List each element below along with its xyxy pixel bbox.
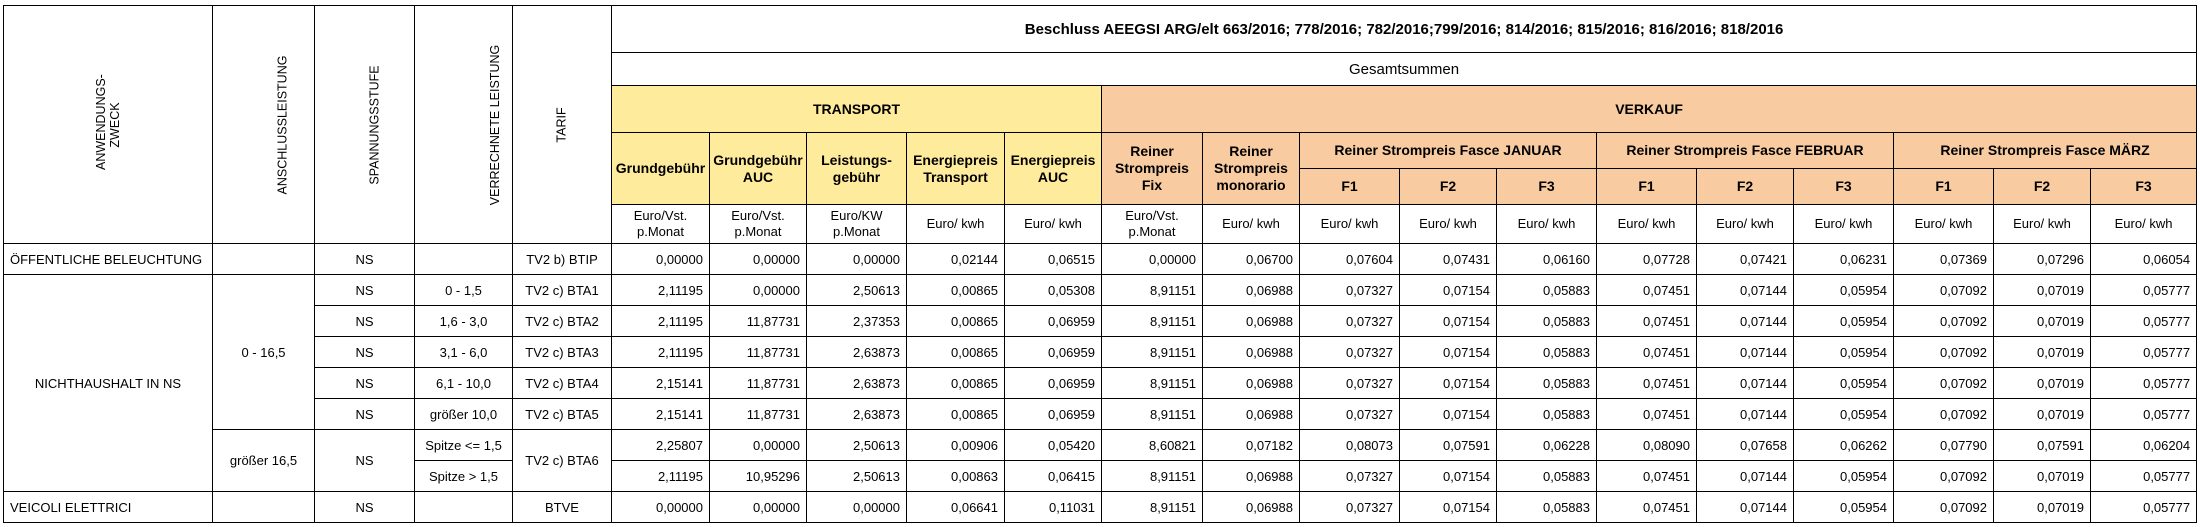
value-cell: 0,07451 xyxy=(1597,368,1697,399)
value-cell: 0,06160 xyxy=(1497,244,1597,275)
value-cell: 2,63873 xyxy=(807,368,907,399)
value-cell: 0,00000 xyxy=(710,244,807,275)
anschluss-cell: 0 - 16,5 xyxy=(213,275,315,430)
th-grundgebuehr: Grundgebühr xyxy=(612,133,710,205)
spannung-cell: NS xyxy=(315,492,415,523)
anschluss-cell xyxy=(213,492,315,523)
unit-cell: Euro/ kwh xyxy=(2091,205,2197,244)
verrechnet-cell: Spitze <= 1,5 xyxy=(415,430,513,461)
value-cell: 0,05420 xyxy=(1005,430,1102,461)
value-cell: 0,05954 xyxy=(1794,306,1894,337)
value-cell: 0,05308 xyxy=(1005,275,1102,306)
value-cell: 2,11195 xyxy=(612,306,710,337)
value-cell: 0,05883 xyxy=(1497,337,1597,368)
value-cell: 0,00000 xyxy=(612,244,710,275)
value-cell: 0,02144 xyxy=(907,244,1005,275)
value-cell: 0,07144 xyxy=(1697,337,1794,368)
unit-cell: Euro/ kwh xyxy=(1597,205,1697,244)
value-cell: 2,63873 xyxy=(807,399,907,430)
value-cell: 0,07451 xyxy=(1597,275,1697,306)
spannung-cell: NS xyxy=(315,368,415,399)
value-cell: 0,00000 xyxy=(1102,244,1203,275)
value-cell: 2,11195 xyxy=(612,275,710,306)
value-cell: 0,05954 xyxy=(1794,461,1894,492)
value-cell: 0,06262 xyxy=(1794,430,1894,461)
value-cell: 0,07092 xyxy=(1894,368,1994,399)
value-cell: 0,00000 xyxy=(807,492,907,523)
value-cell: 0,06959 xyxy=(1005,399,1102,430)
value-cell: 0,05954 xyxy=(1794,399,1894,430)
unit-cell: Euro/ kwh xyxy=(1697,205,1794,244)
value-cell: 0,07019 xyxy=(1994,368,2091,399)
value-cell: 0,05777 xyxy=(2091,492,2197,523)
th-energiepreis-transport: Energiepreis Transport xyxy=(907,133,1005,205)
value-cell: 0,05883 xyxy=(1497,368,1597,399)
value-cell: 0,00865 xyxy=(907,275,1005,306)
value-cell: 0,05777 xyxy=(2091,306,2197,337)
value-cell: 0,00000 xyxy=(710,430,807,461)
unit-cell: Euro/Vst. p.Monat xyxy=(612,205,710,244)
value-cell: 10,95296 xyxy=(710,461,807,492)
value-cell: 0,00000 xyxy=(710,275,807,306)
value-cell: 8,91151 xyxy=(1102,492,1203,523)
value-cell: 0,07182 xyxy=(1203,430,1300,461)
table-row xyxy=(4,399,2197,430)
value-cell: 0,05777 xyxy=(2091,461,2197,492)
value-cell: 11,87731 xyxy=(710,399,807,430)
value-cell: 0,05954 xyxy=(1794,492,1894,523)
spannung-cell: NS xyxy=(315,399,415,430)
col-header-tarif: TARIF xyxy=(513,6,612,244)
value-cell: 0,05777 xyxy=(2091,368,2197,399)
value-cell: 0,07092 xyxy=(1894,492,1994,523)
value-cell: 8,91151 xyxy=(1102,399,1203,430)
th-fasce-maerz: Reiner Strompreis Fasce MÄRZ xyxy=(1894,133,2197,169)
value-cell: 0,07092 xyxy=(1894,461,1994,492)
value-cell: 0,07154 xyxy=(1400,399,1497,430)
value-cell: 0,07154 xyxy=(1400,337,1497,368)
value-cell: 2,50613 xyxy=(807,275,907,306)
spannung-cell: NS xyxy=(315,337,415,368)
col-header-zweck: ANWENDUNGS-ZWECK xyxy=(4,6,213,244)
value-cell: 0,08090 xyxy=(1597,430,1697,461)
value-cell: 0,06988 xyxy=(1203,399,1300,430)
verrechnet-cell xyxy=(415,492,513,523)
th-fasce-februar: Reiner Strompreis Fasce FEBRUAR xyxy=(1597,133,1894,169)
unit-cell: Euro/Vst. p.Monat xyxy=(1102,205,1203,244)
verrechnet-cell xyxy=(415,244,513,275)
value-cell: 0,07144 xyxy=(1697,368,1794,399)
value-cell: 0,07327 xyxy=(1300,492,1400,523)
value-cell: 0,06959 xyxy=(1005,306,1102,337)
tariff-table xyxy=(3,5,2197,523)
value-cell: 0,05883 xyxy=(1497,275,1597,306)
table-row xyxy=(4,244,2197,275)
value-cell: 0,05883 xyxy=(1497,306,1597,337)
verrechnet-cell: 1,6 - 3,0 xyxy=(415,306,513,337)
unit-cell: Euro/Vst. p.Monat xyxy=(710,205,807,244)
value-cell: 0,05954 xyxy=(1794,368,1894,399)
th-feb-f2: F2 xyxy=(1697,169,1794,205)
value-cell: 0,07154 xyxy=(1400,275,1497,306)
unit-cell: Euro/ kwh xyxy=(1400,205,1497,244)
value-cell: 0,07451 xyxy=(1597,337,1697,368)
tarif-cell: TV2 c) BTA6 xyxy=(513,430,612,492)
value-cell: 11,87731 xyxy=(710,368,807,399)
value-cell: 0,06959 xyxy=(1005,368,1102,399)
value-cell: 8,60821 xyxy=(1102,430,1203,461)
value-cell: 0,07019 xyxy=(1994,492,2091,523)
value-cell: 0,06988 xyxy=(1203,461,1300,492)
verkauf-header: VERKAUF xyxy=(1102,86,2197,133)
value-cell: 0,06231 xyxy=(1794,244,1894,275)
value-cell: 0,07144 xyxy=(1697,399,1794,430)
value-cell: 0,00906 xyxy=(907,430,1005,461)
value-cell: 8,91151 xyxy=(1102,306,1203,337)
value-cell: 0,07327 xyxy=(1300,399,1400,430)
value-cell: 0,07092 xyxy=(1894,275,1994,306)
value-cell: 2,15141 xyxy=(612,399,710,430)
value-cell: 0,07451 xyxy=(1597,306,1697,337)
value-cell: 0,07451 xyxy=(1597,399,1697,430)
value-cell: 0,05777 xyxy=(2091,337,2197,368)
unit-cell: Euro/ kwh xyxy=(1203,205,1300,244)
table-row xyxy=(4,368,2197,399)
value-cell: 0,05883 xyxy=(1497,492,1597,523)
th-reiner-monorario: Reiner Strompreis monorario xyxy=(1203,133,1300,205)
table-row xyxy=(4,306,2197,337)
unit-cell: Euro/ kwh xyxy=(907,205,1005,244)
value-cell: 0,07327 xyxy=(1300,368,1400,399)
th-fasce-januar: Reiner Strompreis Fasce JANUAR xyxy=(1300,133,1597,169)
value-cell: 8,91151 xyxy=(1102,337,1203,368)
tarif-cell: TV2 b) BTIP xyxy=(513,244,612,275)
unit-cell: Euro/ kwh xyxy=(1794,205,1894,244)
gesamt-header: Gesamtsummen xyxy=(612,53,2197,86)
value-cell: 0,07296 xyxy=(1994,244,2091,275)
unit-cell: Euro/ kwh xyxy=(1894,205,1994,244)
value-cell: 0,07327 xyxy=(1300,275,1400,306)
verrechnet-cell: 6,1 - 10,0 xyxy=(415,368,513,399)
value-cell: 8,91151 xyxy=(1102,275,1203,306)
value-cell: 0,07591 xyxy=(1400,430,1497,461)
value-cell: 0,06641 xyxy=(907,492,1005,523)
th-reiner-fix: Reiner Strompreis Fix xyxy=(1102,133,1203,205)
table-row xyxy=(4,275,2197,306)
value-cell: 2,11195 xyxy=(612,461,710,492)
value-cell: 0,07144 xyxy=(1697,461,1794,492)
value-cell: 0,08073 xyxy=(1300,430,1400,461)
value-cell: 0,07327 xyxy=(1300,461,1400,492)
value-cell: 0,00000 xyxy=(612,492,710,523)
value-cell: 0,00863 xyxy=(907,461,1005,492)
th-jan-f1: F1 xyxy=(1300,169,1400,205)
value-cell: 0,06988 xyxy=(1203,337,1300,368)
col-header-anschluss: ANSCHLUSSLEISTUNG xyxy=(213,6,315,244)
value-cell: 0,05954 xyxy=(1794,275,1894,306)
value-cell: 2,11195 xyxy=(612,337,710,368)
value-cell: 0,11031 xyxy=(1005,492,1102,523)
value-cell: 0,07154 xyxy=(1400,306,1497,337)
value-cell: 2,37353 xyxy=(807,306,907,337)
th-leistungsgebuehr: Leistungs-gebühr xyxy=(807,133,907,205)
value-cell: 0,07144 xyxy=(1697,275,1794,306)
value-cell: 0,07327 xyxy=(1300,337,1400,368)
spannung-cell: NS xyxy=(315,430,415,492)
value-cell: 0,07451 xyxy=(1597,461,1697,492)
verrechnet-cell: 0 - 1,5 xyxy=(415,275,513,306)
table-row xyxy=(4,492,2197,523)
value-cell: 0,07591 xyxy=(1994,430,2091,461)
tarif-cell: BTVE xyxy=(513,492,612,523)
unit-cell: Euro/ kwh xyxy=(1497,205,1597,244)
value-cell: 0,07154 xyxy=(1400,368,1497,399)
unit-cell: Euro/ kwh xyxy=(1300,205,1400,244)
value-cell: 0,07019 xyxy=(1994,306,2091,337)
value-cell: 2,50613 xyxy=(807,461,907,492)
value-cell: 0,06988 xyxy=(1203,275,1300,306)
th-feb-f3: F3 xyxy=(1794,169,1894,205)
zweck-cell: NICHTHAUSHALT IN NS xyxy=(4,275,213,492)
value-cell: 0,07092 xyxy=(1894,306,1994,337)
verrechnet-cell: Spitze > 1,5 xyxy=(415,461,513,492)
value-cell: 0,07144 xyxy=(1697,306,1794,337)
value-cell: 0,06415 xyxy=(1005,461,1102,492)
value-cell: 0,06515 xyxy=(1005,244,1102,275)
value-cell: 0,00865 xyxy=(907,368,1005,399)
value-cell: 0,07019 xyxy=(1994,399,2091,430)
value-cell: 0,06959 xyxy=(1005,337,1102,368)
value-cell: 0,07019 xyxy=(1994,461,2091,492)
tarif-cell: TV2 c) BTA2 xyxy=(513,306,612,337)
value-cell: 0,00865 xyxy=(907,306,1005,337)
th-energiepreis-auc: Energiepreis AUC xyxy=(1005,133,1102,205)
col-header-spannung: SPANNUNGSSTUFE xyxy=(315,6,415,244)
value-cell: 0,07658 xyxy=(1697,430,1794,461)
value-cell: 0,06988 xyxy=(1203,492,1300,523)
anschluss-cell xyxy=(213,244,315,275)
value-cell: 0,00000 xyxy=(710,492,807,523)
table-row xyxy=(4,430,2197,461)
th-mar-f3: F3 xyxy=(2091,169,2197,205)
value-cell: 0,07728 xyxy=(1597,244,1697,275)
spannung-cell: NS xyxy=(315,244,415,275)
col-header-verrechnet: VERRECHNETE LEISTUNG xyxy=(415,6,513,244)
spannung-cell: NS xyxy=(315,306,415,337)
value-cell: 0,07790 xyxy=(1894,430,1994,461)
th-mar-f1: F1 xyxy=(1894,169,1994,205)
unit-cell: Euro/ kwh xyxy=(1994,205,2091,244)
tarif-cell: TV2 c) BTA3 xyxy=(513,337,612,368)
zweck-cell: ÖFFENTLICHE BELEUCHTUNG xyxy=(4,244,213,275)
verrechnet-cell: größer 10,0 xyxy=(415,399,513,430)
value-cell: 0,00865 xyxy=(907,337,1005,368)
unit-cell: Euro/KW p.Monat xyxy=(807,205,907,244)
value-cell: 0,07451 xyxy=(1597,492,1697,523)
value-cell: 0,07421 xyxy=(1697,244,1794,275)
unit-cell: Euro/ kwh xyxy=(1005,205,1102,244)
anschluss-cell: größer 16,5 xyxy=(213,430,315,492)
th-jan-f3: F3 xyxy=(1497,169,1597,205)
value-cell: 2,15141 xyxy=(612,368,710,399)
value-cell: 0,06054 xyxy=(2091,244,2197,275)
value-cell: 0,07154 xyxy=(1400,461,1497,492)
th-grundgebuehr-auc: Grundgebühr AUC xyxy=(710,133,807,205)
value-cell: 0,05777 xyxy=(2091,399,2197,430)
tarif-cell: TV2 c) BTA4 xyxy=(513,368,612,399)
value-cell: 2,50613 xyxy=(807,430,907,461)
value-cell: 0,06700 xyxy=(1203,244,1300,275)
value-cell: 0,06988 xyxy=(1203,368,1300,399)
value-cell: 0,07144 xyxy=(1697,492,1794,523)
value-cell: 0,07092 xyxy=(1894,399,1994,430)
value-cell: 0,07604 xyxy=(1300,244,1400,275)
spannung-cell: NS xyxy=(315,275,415,306)
value-cell: 0,07019 xyxy=(1994,275,2091,306)
value-cell: 0,05883 xyxy=(1497,399,1597,430)
value-cell: 0,00000 xyxy=(807,244,907,275)
value-cell: 0,05954 xyxy=(1794,337,1894,368)
value-cell: 11,87731 xyxy=(710,337,807,368)
th-feb-f1: F1 xyxy=(1597,169,1697,205)
value-cell: 0,07431 xyxy=(1400,244,1497,275)
value-cell: 0,06204 xyxy=(2091,430,2197,461)
verrechnet-cell: 3,1 - 6,0 xyxy=(415,337,513,368)
value-cell: 0,05883 xyxy=(1497,461,1597,492)
tarif-cell: TV2 c) BTA1 xyxy=(513,275,612,306)
value-cell: 11,87731 xyxy=(710,306,807,337)
zweck-cell: VEICOLI ELETTRICI xyxy=(4,492,213,523)
value-cell: 0,05777 xyxy=(2091,275,2197,306)
value-cell: 0,07154 xyxy=(1400,492,1497,523)
value-cell: 0,07092 xyxy=(1894,337,1994,368)
sheet-title: Beschluss AEEGSI ARG/elt 663/2016; 778/2016; 782/2016;799/2016; 814/2016; 815/2016; 816/2016; 818/2016 xyxy=(612,6,2197,53)
value-cell: 2,63873 xyxy=(807,337,907,368)
value-cell: 0,07369 xyxy=(1894,244,1994,275)
th-mar-f2: F2 xyxy=(1994,169,2091,205)
tarif-cell: TV2 c) BTA5 xyxy=(513,399,612,430)
value-cell: 0,07019 xyxy=(1994,337,2091,368)
value-cell: 0,07327 xyxy=(1300,306,1400,337)
value-cell: 8,91151 xyxy=(1102,461,1203,492)
value-cell: 0,06228 xyxy=(1497,430,1597,461)
transport-header: TRANSPORT xyxy=(612,86,1102,133)
th-jan-f2: F2 xyxy=(1400,169,1497,205)
value-cell: 0,06988 xyxy=(1203,306,1300,337)
value-cell: 2,25807 xyxy=(612,430,710,461)
table-row xyxy=(4,337,2197,368)
value-cell: 0,00865 xyxy=(907,399,1005,430)
value-cell: 8,91151 xyxy=(1102,368,1203,399)
